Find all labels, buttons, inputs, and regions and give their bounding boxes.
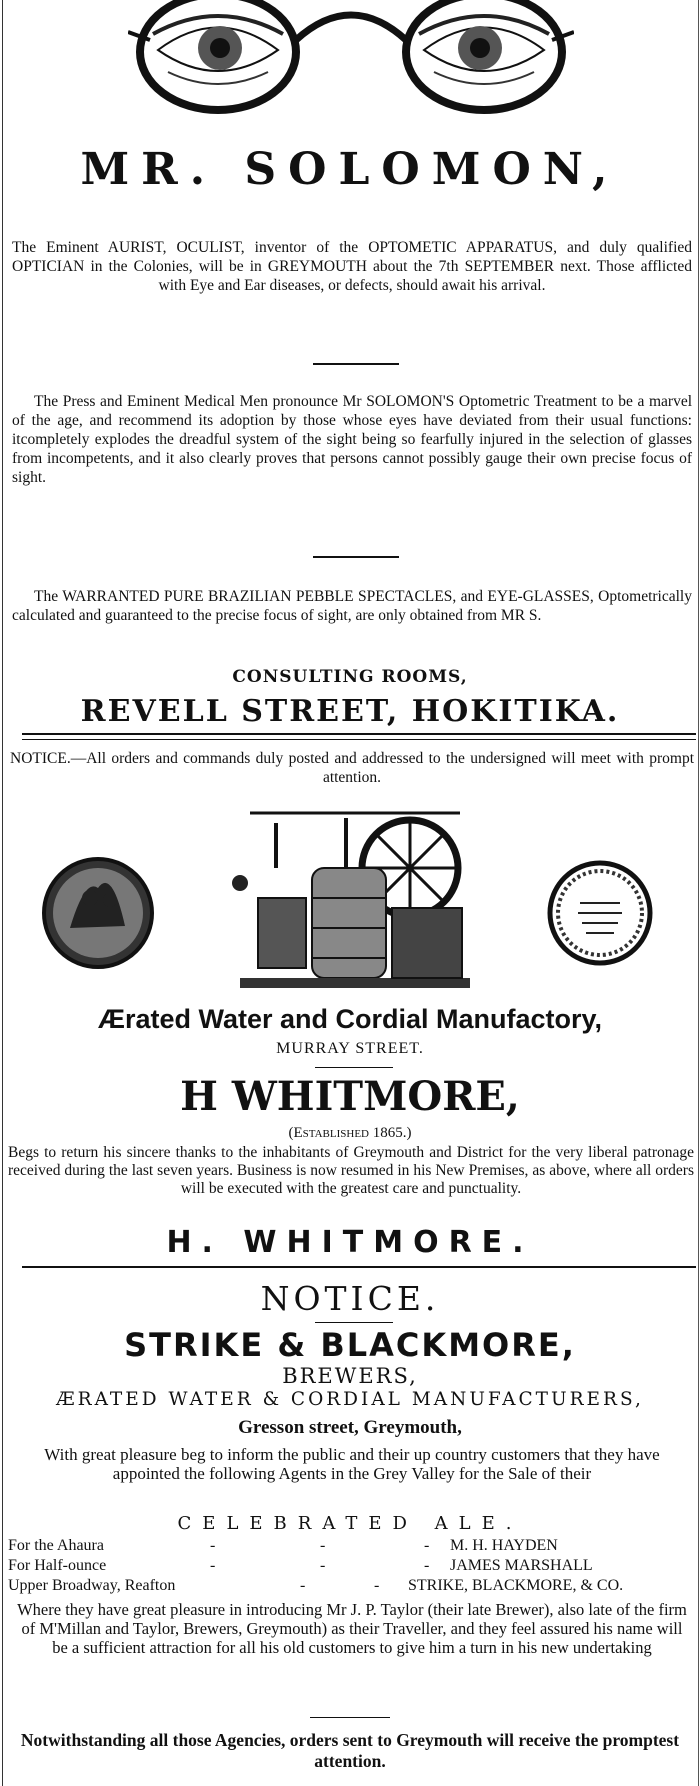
factory-illustration xyxy=(40,808,660,998)
agent-place: Upper Broadway, Reafton xyxy=(8,1577,176,1594)
separator-dash: - xyxy=(320,1557,326,1574)
divider xyxy=(313,556,399,558)
strike-brewers: BREWERS, xyxy=(282,1364,418,1388)
whitmore-name-heading: H WHITMORE, xyxy=(180,1073,520,1120)
consulting-rooms-heading: CONSULTING ROOMS, xyxy=(232,667,468,687)
right-eye-icon xyxy=(419,16,549,84)
strike-trade: ÆRATED WATER & CORDIAL MANUFACTURERS, xyxy=(56,1389,644,1410)
divider xyxy=(22,733,696,735)
separator-dash: - xyxy=(424,1537,430,1554)
address-heading: REVELL STREET, HOKITIKA. xyxy=(80,694,620,729)
divider xyxy=(22,1266,696,1268)
strike-intro-paragraph: With great pleasure beg to inform the public and their up country customers that they have appointed the following Agents in the Grey Valley for the Sale of their xyxy=(44,1445,660,1483)
solomon-press-paragraph: The Press and Eminent Medical Men pronounce Mr SOLOMON'S Optometric Treatment to be a marvel of the age, and recommend its adoption by those whose eyes have deviated from their usual functions: itcompletely explodes the dreadful system of the sight being so fearfully injured in the selection of glasses from incompetents, and it also clearly proves that persons cannot possibly gauge their own precise focus of sight. xyxy=(12,393,692,486)
agent-name: JAMES MARSHALL xyxy=(450,1557,593,1574)
agent-row xyxy=(8,1537,692,1556)
whitmore-body-paragraph: Begs to return his sincere thanks to the inhabitants of Greymouth and District for the very liberal patronage received during the last seven years. Business is now resumed in his New Premises, as above, where all orders will be executed with the greatest care and punctuality. xyxy=(8,1144,694,1197)
agent-place: For the Ahaura xyxy=(8,1537,104,1554)
strike-traveller-paragraph: Where they have great pleasure in introducing Mr J. P. Taylor (their late Brewer), also late of the firm of M'Millan and Taylor, Brewers, Greymouth) as their Traveller, and they feel assured his name will be a sufficient attraction for all his old customers to give him a turn in his new undertaking xyxy=(17,1600,687,1657)
strike-notice-heading: NOTICE. xyxy=(260,1279,440,1318)
strike-closing-paragraph: Notwithstanding all those Agencies, orders sent to Greymouth will receive the promptest attention. xyxy=(20,1730,680,1771)
agent-name: STRIKE, BLACKMORE, & CO. xyxy=(408,1577,624,1594)
divider xyxy=(315,1322,393,1323)
machinery-icon xyxy=(232,813,470,988)
separator-dash: - xyxy=(210,1557,216,1574)
separator-dash: - xyxy=(424,1557,430,1574)
separator-dash: - xyxy=(210,1537,216,1554)
medal-right-icon xyxy=(550,863,650,963)
strike-product: CELEBRATED ALE. xyxy=(177,1513,523,1534)
whitmore-manufactory-heading: Ærated Water and Cordial Manufactory, xyxy=(97,1004,603,1034)
solomon-notice-paragraph: NOTICE.—All orders and commands duly posted and addressed to the undersigned will meet with prompt attention. xyxy=(10,750,694,786)
separator-dash: - xyxy=(300,1577,306,1594)
divider xyxy=(315,1067,393,1068)
divider xyxy=(313,363,399,365)
solomon-pebble-paragraph: The WARRANTED PURE BRAZILIAN PEBBLE SPECTACLES, and EYE-GLASSES, Optometrically calculated and guaranteed to the precise focus of sight, are only obtained from MR S. xyxy=(12,588,692,624)
divider xyxy=(22,739,696,740)
agent-place: For Half-ounce xyxy=(8,1557,107,1574)
agent-row xyxy=(8,1557,692,1576)
left-eye-icon xyxy=(153,16,283,84)
whitmore-signature: H. WHITMORE. xyxy=(166,1225,534,1260)
solomon-name-heading: MR. SOLOMON, xyxy=(80,144,620,195)
whitmore-established: (Established 1865.) xyxy=(288,1125,412,1141)
spectacles-illustration xyxy=(128,0,574,122)
strike-firm-heading: STRIKE & BLACKMORE, xyxy=(124,1326,576,1364)
separator-dash: - xyxy=(374,1577,380,1594)
medal-left-icon xyxy=(44,859,152,967)
solomon-intro-paragraph: The Eminent AURIST, OCULIST, inventor of the OPTOMETIC APPARATUS, and duly qualified OPTICIAN in the Colonies, will be in GREYMOUTH about the 7th SEPTEMBER next. Those afflicted with Eye and Ear diseases, or defects, should await his arrival. xyxy=(12,239,692,294)
strike-street: Gresson street, Greymouth, xyxy=(238,1417,462,1438)
agent-name: M. H. HAYDEN xyxy=(450,1537,558,1554)
whitmore-street: MURRAY STREET. xyxy=(276,1040,424,1057)
agent-row xyxy=(8,1577,692,1596)
divider xyxy=(310,1717,390,1718)
separator-dash: - xyxy=(320,1537,326,1554)
